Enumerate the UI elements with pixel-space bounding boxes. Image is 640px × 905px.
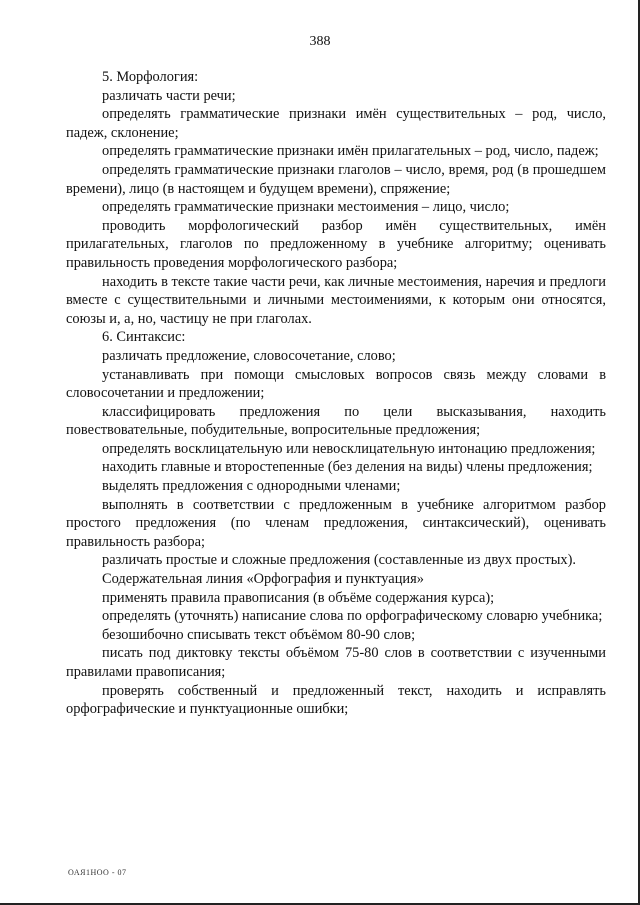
paragraph: устанавливать при помощи смысловых вопросов связь между словами в словосочетании и предложении; (66, 366, 606, 402)
paragraph: проводить морфологический разбор имён существительных, имён прилагательных, глаголов по предложенному в учебнике алгоритму; оценивать правильность проведения морфологического разбора; (66, 217, 606, 271)
paragraph: определять грамматические признаки имён прилагательных – род, число, падеж; (102, 143, 599, 160)
footer-code: ОАЯ1НОО - 07 (68, 868, 127, 877)
paragraph: определять грамматические признаки глаголов – число, время, род (в прошедшем времени), лицо (в настоящем и будущем времени), спряжение; (66, 161, 606, 197)
paragraph: различать простые и сложные предложения (составленные из двух простых). (102, 552, 577, 569)
paragraph: выделять предложения с однородными членами; (102, 478, 401, 495)
page-number: 388 (309, 34, 331, 49)
paragraph: классифицировать предложения по цели высказывания, находить повествовательные, побудительные, вопросительные предложения; (66, 403, 606, 439)
paragraph: находить главные и второстепенные (без деления на виды) члены предложения; (102, 459, 593, 476)
paragraph: проверять собственный и предложенный текст, находить и исправлять орфографические и пунктуационные ошибки; (66, 682, 606, 718)
paragraph: определять восклицательную или невосклицательную интонацию предложения; (102, 440, 596, 457)
paragraph: выполнять в соответствии с предложенным в учебнике алгоритмом разбор простого предложения (по членам предложения, синтаксический), оценивать правильность разбора; (66, 496, 606, 550)
paragraph: определять грамматические признаки имён существительных – род, число, падеж, склонение; (66, 106, 606, 141)
paragraph: различать предложение, словосочетание, слово; (102, 347, 396, 364)
paragraph: находить в тексте такие части речи, как личные местоимения, наречия и предлоги вместе с существительными и личными местоимениями, к которым они относятся, союзы и, а, но, частицу не при глаголах. (66, 273, 606, 327)
section-heading-morphology: 5. Морфология: (102, 69, 199, 85)
page-body (66, 68, 606, 719)
paragraph: определять (уточнять) написание слова по орфографическому словарю учебника; (102, 608, 603, 625)
paragraph: определять грамматические признаки местоимения – лицо, число; (102, 199, 510, 216)
paragraph: применять правила правописания (в объёме содержания курса); (102, 589, 495, 606)
section-heading-syntax: 6. Синтаксис: (102, 329, 186, 346)
paragraph: безошибочно списывать текст объёмом 80-90 слов; (102, 626, 416, 643)
section-heading-orthography: Содержательная линия «Орфография и пунктуация» (102, 571, 424, 588)
paragraph: писать под диктовку тексты объёмом 75-80 слов в соответствии с изученными правилами правописания; (66, 645, 606, 680)
paragraph: различать части речи; (102, 87, 236, 104)
